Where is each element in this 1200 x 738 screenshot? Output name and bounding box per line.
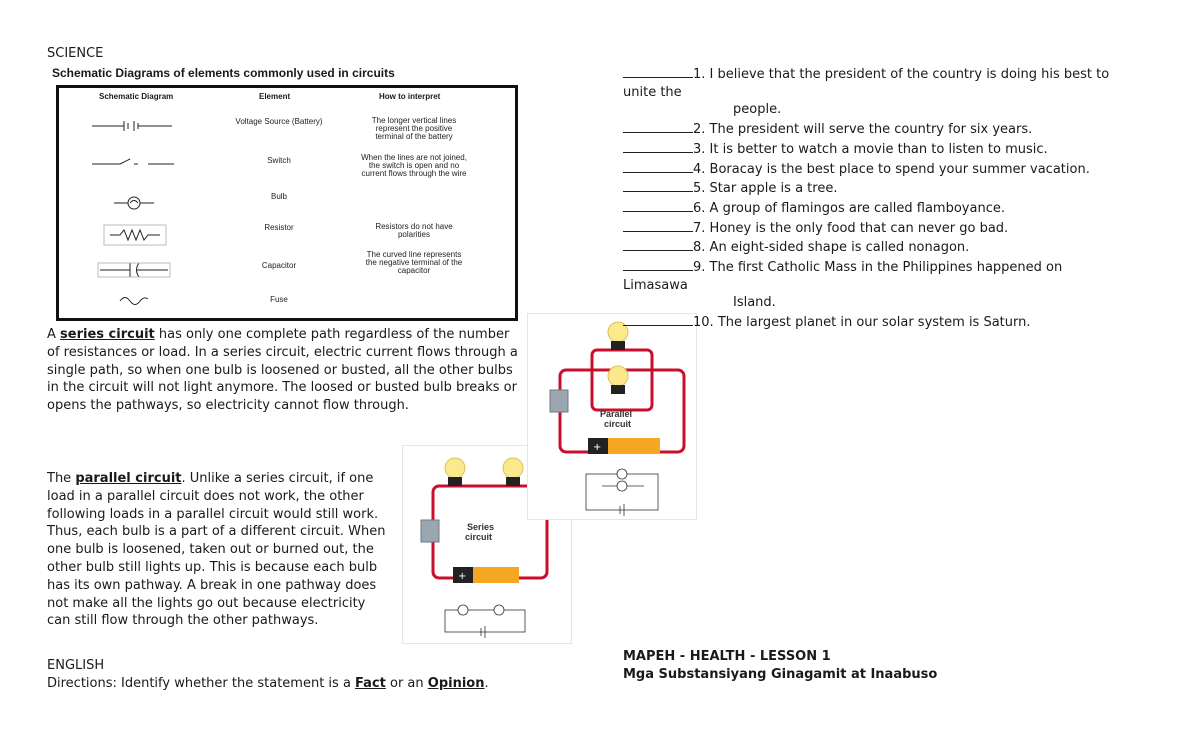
question-7: 7. Honey is the only food that can never go bad.	[623, 218, 1183, 238]
parallel-circuit-figure	[527, 313, 697, 520]
answer-blank-5[interactable]	[623, 178, 693, 192]
question-5: 5. Star apple is a tree.	[623, 178, 1183, 198]
series-circuit-term: series circuit	[60, 327, 155, 342]
question-4: 4. Boracay is the best place to spend your summer vacation.	[623, 159, 1183, 179]
schematic-table	[56, 85, 518, 321]
interpret-switch: When the lines are not joined, the switch is open and no current flows through the wire	[361, 153, 467, 178]
svg-text:+: +	[593, 442, 602, 453]
schematic-symbols	[84, 108, 184, 308]
opinion-word: Opinion	[427, 676, 485, 691]
question-9: 9. The first Catholic Mass in the Philippines happened on	[623, 257, 1183, 277]
interpret-resistor: Resistors do not have polarities	[375, 222, 453, 239]
science-heading: SCIENCE	[47, 46, 104, 61]
answer-blank-3[interactable]	[623, 139, 693, 153]
svg-text:+: +	[458, 571, 467, 582]
question-1-cont: unite the	[623, 84, 682, 100]
series-bulb-2	[503, 458, 523, 486]
fact-word: Fact	[355, 676, 386, 691]
bulb-symbol	[114, 197, 154, 209]
answer-blank-7[interactable]	[623, 218, 693, 232]
series-label-1: Series	[467, 522, 495, 532]
answer-blank-1[interactable]	[623, 64, 693, 78]
mapeh-subtitle: Mga Substansiyang Ginagamit at Inaabuso	[623, 667, 938, 682]
parallel-label-1: Parallel	[600, 409, 633, 419]
mapeh-heading: MAPEH - HEALTH - LESSON 1	[623, 649, 831, 664]
question-8: 8. An eight-sided shape is called nonagon.	[623, 237, 1183, 257]
parallel-bulb-2	[608, 366, 628, 394]
interpret-capacitor: The curved line represents the negative terminal of the capacitor	[365, 250, 463, 275]
element-battery: Voltage Source (Battery)	[235, 117, 323, 126]
parallel-label-2: circuit	[604, 419, 632, 429]
answer-blank-4[interactable]	[623, 159, 693, 173]
answer-blank-10[interactable]	[623, 312, 693, 326]
fact-opinion-questions	[623, 64, 1183, 332]
switch-symbol	[92, 159, 174, 164]
answer-blank-8[interactable]	[623, 237, 693, 251]
resistor-symbol	[104, 225, 166, 245]
english-heading: ENGLISH	[47, 658, 105, 673]
question-9-cont2: Island.	[733, 295, 776, 311]
series-bulb-1	[445, 458, 465, 486]
question-6: 6. A group of flamingos are called flamboyance.	[623, 198, 1183, 218]
element-capacitor: Capacitor	[261, 261, 297, 270]
element-resistor: Resistor	[264, 223, 294, 232]
answer-blank-6[interactable]	[623, 198, 693, 212]
question-9-cont: Limasawa	[623, 277, 688, 293]
parallel-circuit-drawing	[528, 314, 696, 519]
question-10: 10. The largest planet in our solar system is Saturn.	[623, 312, 1183, 332]
english-directions: Directions: Identify whether the statement is a Fact or an Opinion.	[47, 676, 489, 691]
parallel-circuit-term: parallel circuit	[75, 471, 182, 486]
question-1-cont2: people.	[733, 102, 782, 118]
capacitor-symbol	[98, 263, 170, 277]
battery-symbol	[92, 121, 172, 131]
schematic-table-title: Schematic Diagrams of elements commonly used in circuits	[52, 66, 395, 80]
element-bulb: Bulb	[270, 192, 287, 201]
element-switch: Switch	[267, 156, 291, 165]
table-header-element: Element	[259, 92, 291, 101]
series-label-2: circuit	[465, 532, 493, 542]
table-header-interpret: How to interpret	[379, 92, 441, 101]
element-fuse: Fuse	[270, 295, 288, 304]
series-circuit-paragraph: A series circuit has only one complete path regardless of the number of resistances or load. In a series circuit, electric current flows through a single path, so when one bulb is loosened or busted, all the other bulbs in the circuit will not light anymore. The loosed or busted bulb breaks or opens the pathways, so electricity cannot flow through.	[47, 327, 518, 414]
parallel-circuit-paragraph: The parallel circuit. Unlike a series circuit, if one load in a parallel circuit does not work, the other following loads in a parallel circuit would still work. Thus, each bulb is a part of a different circuit. When one bulb is loosened, taken out or burned out, the other bulb still lights up. This is because each bulb has its own pathway. A break in one pathway does not make all the lights go out because electricity can still flow through the other pathways.	[47, 471, 386, 629]
fuse-symbol	[120, 298, 148, 305]
table-header-diagram: Schematic Diagram	[99, 92, 174, 101]
answer-blank-9[interactable]	[623, 257, 693, 271]
interpret-battery: The longer vertical lines represent the positive terminal of the battery	[371, 116, 457, 141]
question-3: 3. It is better to watch a movie than to listen to music.	[623, 139, 1183, 159]
question-2: 2. The president will serve the country for six years.	[623, 119, 1183, 139]
answer-blank-2[interactable]	[623, 119, 693, 133]
question-1: 1. I believe that the president of the country is doing his best to	[623, 64, 1183, 84]
